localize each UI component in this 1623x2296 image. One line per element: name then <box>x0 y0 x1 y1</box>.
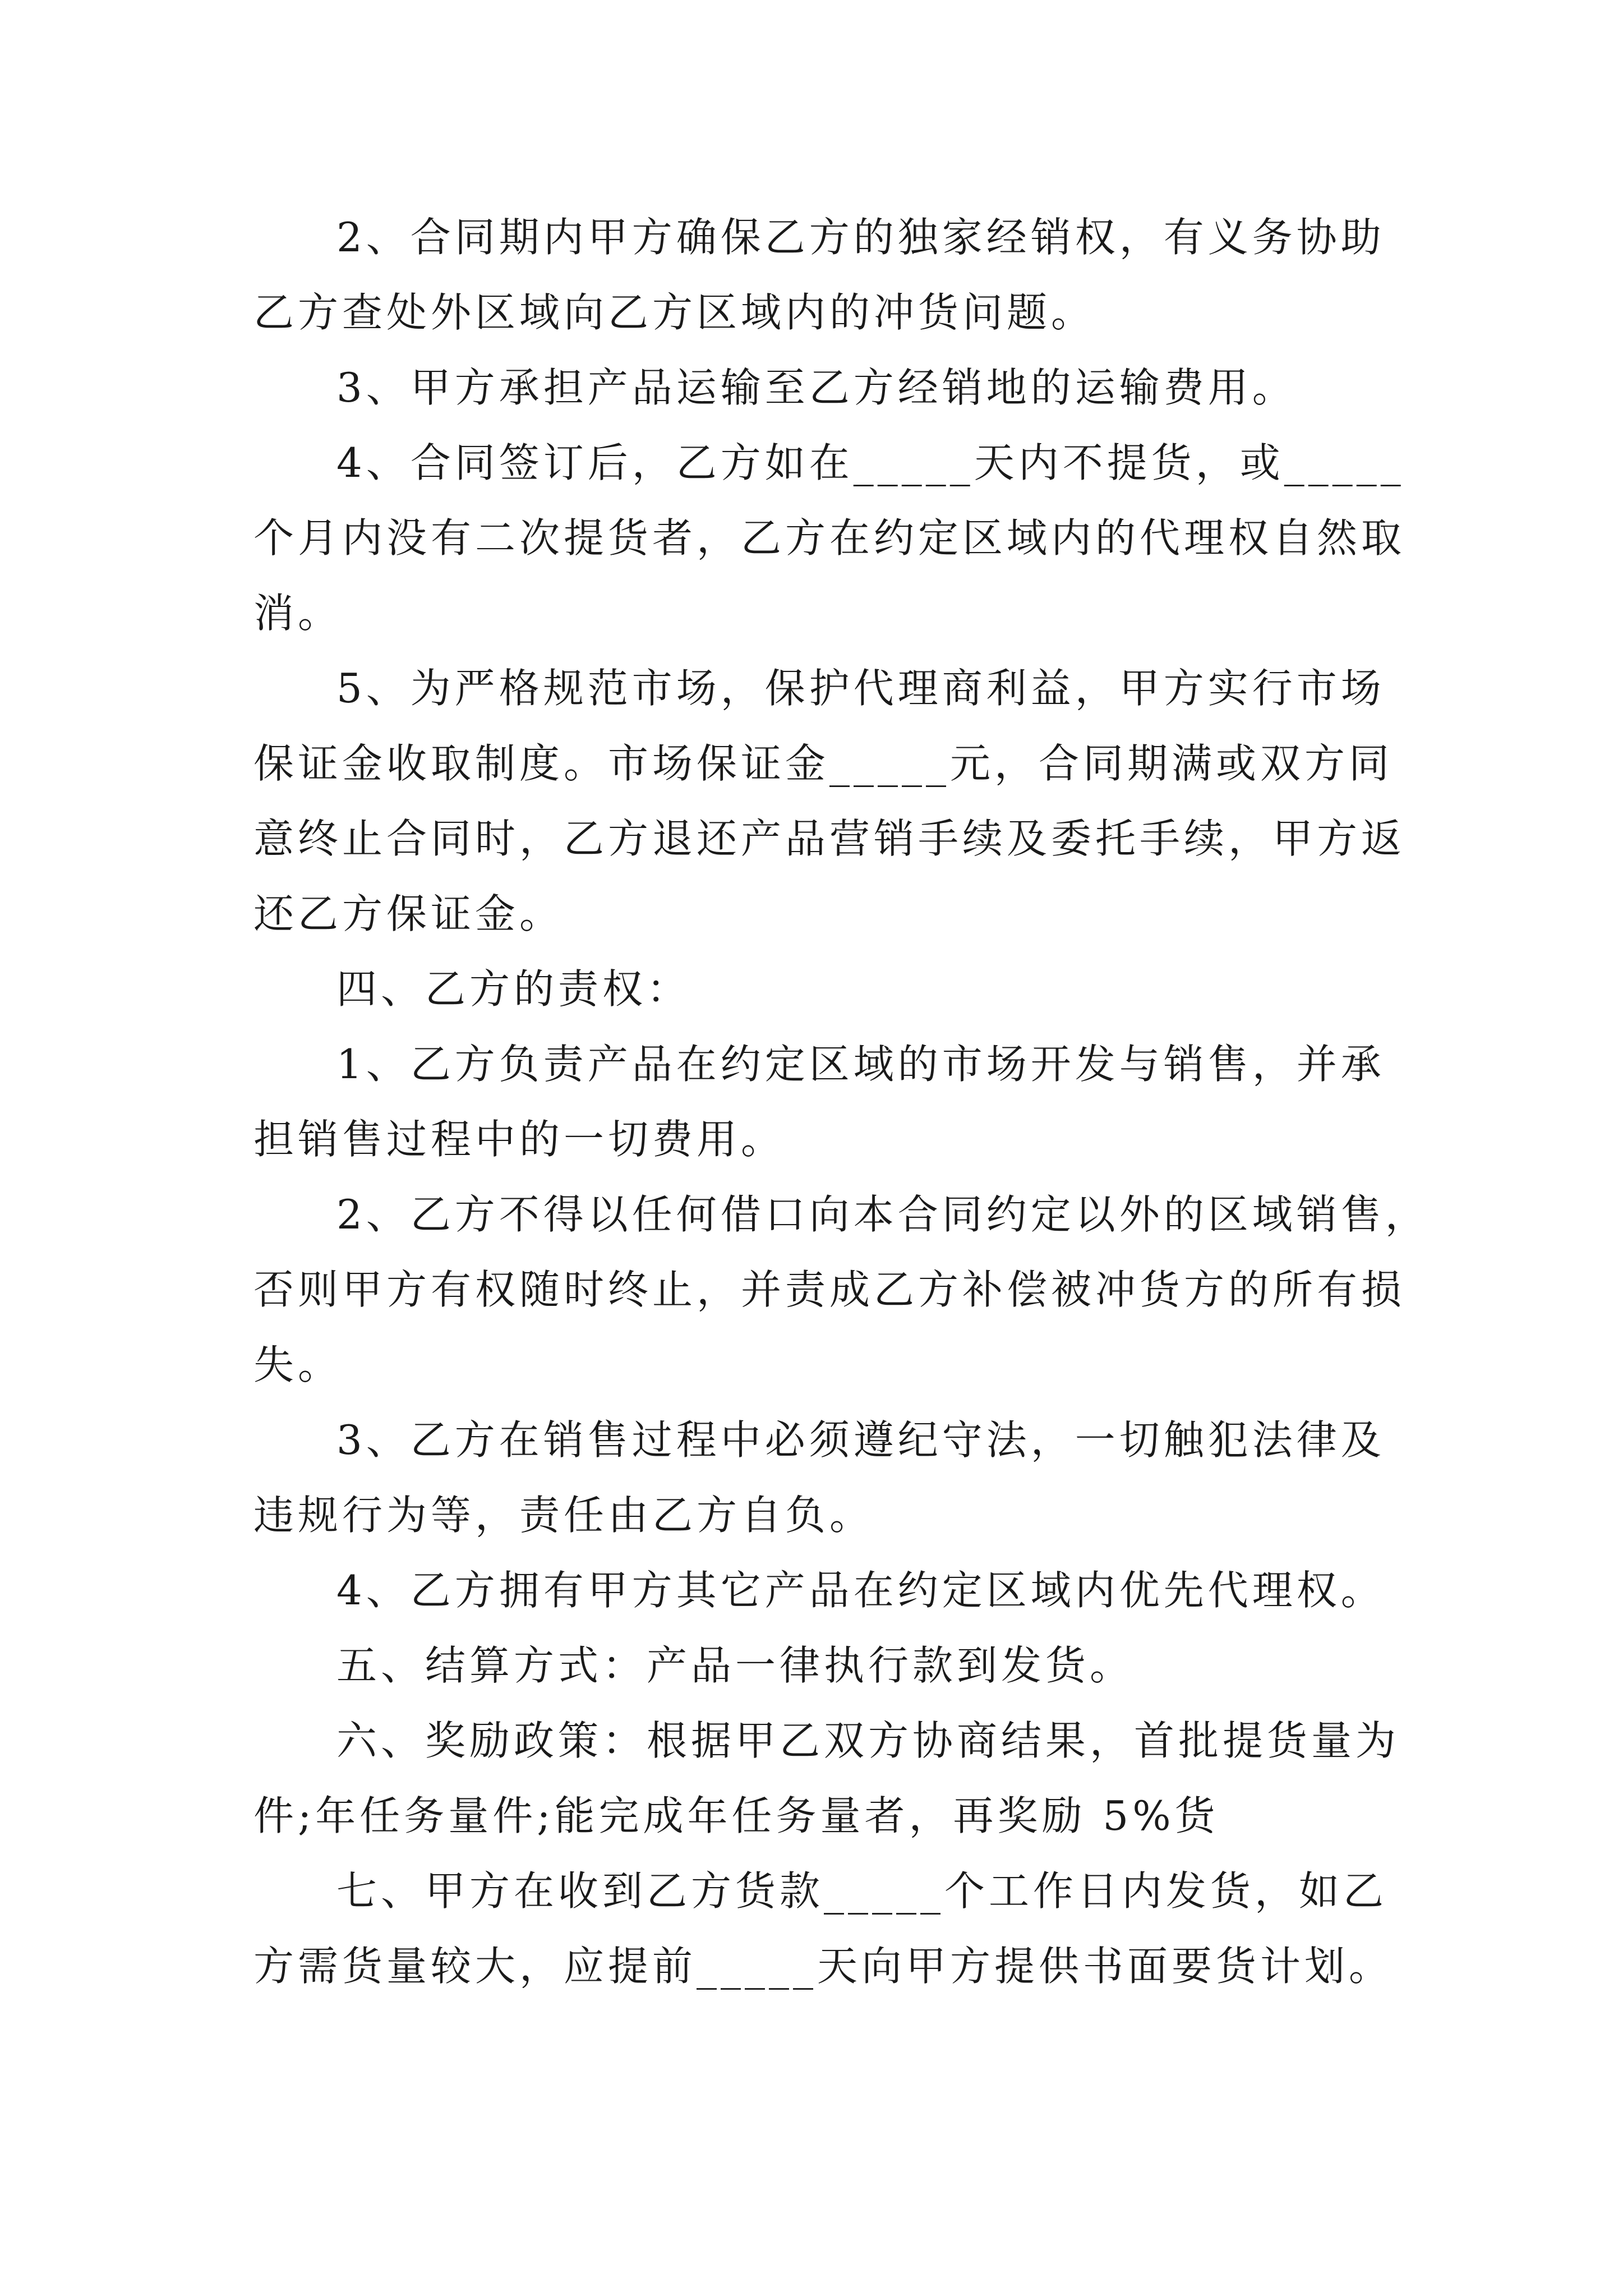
clause-4-3-line-2: 违规行为等，责任由乙方自负。 <box>253 1492 874 1539</box>
section-6-line-2: 件;年任务量件;能完成年任务量者，再奖励 5%货 <box>253 1792 1219 1839</box>
clause-3-5-line-2: 保证金收取制度。市场保证金_____元，合同期满或双方同 <box>253 740 1394 787</box>
clause-4-1-line-1: 1、乙方负责产品在约定区域的市场开发与销售，并承 <box>336 1041 1385 1088</box>
clause-3-5-line-3: 意终止合同时，乙方退还产品营销手续及委托手续，甲方返 <box>253 815 1406 862</box>
clause-3-4-line-1: 4、合同签订后，乙方如在_____天内不提货，或_____ <box>336 439 1405 486</box>
clause-3-2-line-1: 2、合同期内甲方确保乙方的独家经销权，有义务协助 <box>336 214 1385 261</box>
clause-3-5-line-4: 还乙方保证金。 <box>253 890 564 937</box>
clause-3-3: 3、甲方承担产品运输至乙方经销地的运输费用。 <box>336 364 1297 411</box>
clause-4-2-line-3: 失。 <box>253 1341 343 1388</box>
clause-4-3-line-1: 3、乙方在销售过程中必须遵纪守法，一切触犯法律及 <box>336 1416 1385 1464</box>
clause-4-2-line-1: 2、乙方不得以任何借口向本合同约定以外的区域销售， <box>336 1191 1430 1238</box>
section-4-heading: 四、乙方的责权： <box>336 965 691 1013</box>
clause-4-1-line-2: 担销售过程中的一切费用。 <box>253 1116 786 1163</box>
clause-4-4: 4、乙方拥有甲方其它产品在约定区域内优先代理权。 <box>336 1567 1385 1614</box>
section-7-line-2: 方需货量较大，应提前_____天向甲方提供书面要货计划。 <box>253 1943 1394 1990</box>
clause-3-4-line-2: 个月内没有二次提货者，乙方在约定区域内的代理权自然取 <box>253 514 1406 562</box>
section-6-line-1: 六、奖励政策：根据甲乙双方协商结果，首批提货量为 <box>336 1717 1400 1764</box>
section-7-line-1: 七、甲方在收到乙方货款_____个工作日内发货，如乙 <box>336 1867 1388 1915</box>
clause-3-2-line-2: 乙方查处外区域向乙方区域内的冲货问题。 <box>253 289 1096 336</box>
clause-4-2-line-2: 否则甲方有权随时终止，并责成乙方补偿被冲货方的所有损 <box>253 1266 1406 1313</box>
clause-3-5-line-1: 5、为严格规范市场，保护代理商利益，甲方实行市场 <box>336 665 1385 712</box>
section-5-settlement: 五、结算方式：产品一律执行款到发货。 <box>336 1642 1135 1689</box>
clause-3-4-line-3: 消。 <box>253 590 343 637</box>
